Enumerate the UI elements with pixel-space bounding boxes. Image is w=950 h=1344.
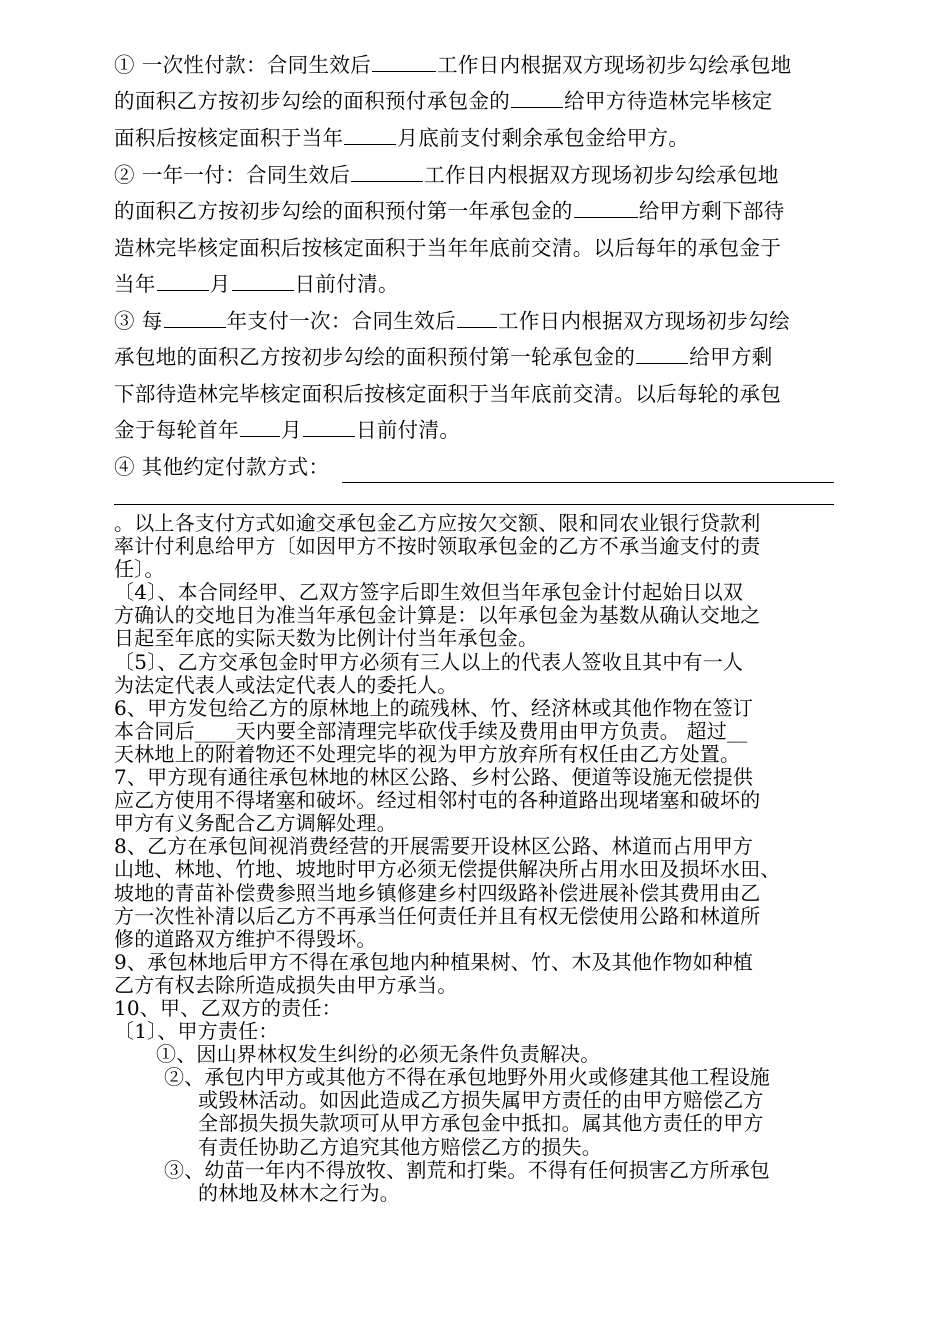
body-line: 天林地上的附着物还不处理完毕的视为甲方放弃所有权任由乙方处置。	[114, 741, 741, 766]
body-line: 〔4〕、本合同经甲、乙双方签字后即生效但当年承包金计付起始日以双	[114, 580, 744, 605]
body-line: 8、乙方在承包间视消费经营的开展需要开设林区公路、林道而占用甲方	[114, 834, 754, 859]
body-line: 任〕。	[114, 557, 165, 582]
text-segment: 工作日内根据双方现场初步勾绘承包地	[424, 163, 779, 187]
text-segment: 下部待造林完毕核定面积后按核定面积于当年底前交清。以后每轮的承包	[114, 381, 782, 406]
body-line: 修的道路双方维护不得毁坏。	[114, 926, 377, 951]
text-segment: ② 一年一付：合同生效后	[114, 163, 351, 187]
body-line: 山地、林地、竹地、坡地时甲方必须无偿提供解决所占用水田及损坏水田、	[114, 857, 781, 882]
contract-body	[114, 512, 844, 1205]
body-line: 率计付利息给甲方〔如因甲方不按时领取承包金的乙方不承当逾支付的责	[114, 534, 761, 559]
text-segment: 给甲方待造林完毕核定	[564, 89, 773, 114]
body-line: 全部损失损失款项可从甲方承包金中抵扣。属其他方责任的甲方	[198, 1111, 764, 1136]
text-segment: 的面积乙方按初步勾绘的面积预付承包金的	[114, 89, 511, 114]
option-line	[114, 266, 834, 302]
option-line	[114, 83, 834, 119]
option-line	[114, 230, 834, 266]
body-line: 方一次性补清以后乙方不再承当任何责任并且有权无偿使用公路和林道所	[114, 903, 761, 928]
text-segment: ④ 其他约定付款方式：	[114, 455, 330, 479]
fill-blank	[303, 415, 355, 437]
body-line: ①、因山界林权发生纠纷的必须无条件负责解决。	[156, 1042, 601, 1067]
body-line: ②、承包内甲方或其他方不得在承包地野外用火或修建其他工程设施	[164, 1065, 770, 1090]
body-line: 日起至年底的实际天数为比例计付当年承包金。	[114, 626, 539, 651]
text-segment: ① 一次性付款：合同生效后	[114, 53, 372, 77]
option-line	[114, 412, 834, 448]
fill-blank	[164, 306, 226, 328]
text-segment: 工作日内根据双方现场初步勾绘承包地	[437, 53, 792, 77]
body-line: 有责任协助乙方追究其他方赔偿乙方的损失。	[198, 1134, 602, 1159]
body-line: 本合同后____天内要全部清理完毕砍伐手续及费用由甲方负责。 超过__	[114, 718, 748, 743]
body-line: 方确认的交地日为准当年承包金计算是：以年承包金为基数从确认交地之	[114, 603, 761, 628]
fill-line	[114, 504, 834, 505]
body-line: 乙方有权去除所造成损失由甲方承当。	[114, 972, 458, 997]
fill-blank	[157, 269, 209, 291]
payment-option-1	[114, 47, 834, 156]
fill-blank	[574, 196, 638, 218]
fill-blank	[351, 160, 423, 182]
option-line	[114, 120, 834, 156]
text-segment: ③ 每	[114, 309, 163, 333]
fill-blank	[372, 50, 436, 72]
text-segment: 工作日内根据双方现场初步勾绘	[497, 309, 790, 333]
body-line: 10、甲、乙双方的责任：	[114, 995, 342, 1020]
body-line: 坡地的青苗补偿费参照当地乡镇修建乡村四级路补偿进展补偿其费用由乙	[114, 880, 761, 905]
text-segment: 金于每轮首年	[114, 417, 240, 442]
body-line: 为法定代表人或法定代表人的委托人。	[114, 672, 458, 697]
body-line: 甲方有义务配合乙方调解处理。	[114, 811, 397, 836]
text-segment: 面积后按核定面积于当年	[114, 125, 344, 150]
payment-option-4	[114, 449, 834, 485]
option-line	[114, 376, 834, 412]
body-line: 的林地及林木之行为。	[198, 1180, 400, 1205]
fill-blank	[344, 123, 396, 145]
body-line: 应乙方使用不得堵塞和破坏。经过相邻村屯的各种道路出现堵塞和破坏的	[114, 788, 761, 813]
body-line: 。以上各支付方式如逾交承包金乙方应按欠交额、限和同农业银行贷款利	[114, 511, 761, 535]
text-segment: 月	[209, 271, 231, 296]
text-segment: 承包地的面积乙方按初步勾绘的面积预付第一轮承包金的	[114, 345, 636, 370]
text-segment: 日前付清。	[294, 271, 399, 296]
text-segment: 造林完毕核定面积后按核定面积于当年年底前交清。以后每年的承包金于	[114, 235, 782, 260]
text-segment: 年支付一次：合同生效后	[226, 309, 456, 333]
fill-blank	[457, 306, 497, 328]
fill-blank	[240, 415, 280, 437]
text-segment: 月底前支付剩余承包金给甲方。	[397, 125, 690, 150]
body-line: ③、幼苗一年内不得放牧、割荒和打柴。不得有任何损害乙方所承包	[164, 1157, 770, 1182]
option-line	[114, 193, 834, 229]
payment-option-3	[114, 303, 834, 448]
text-segment: 的面积乙方按初步勾绘的面积预付第一年承包金的	[114, 199, 573, 224]
body-line: 9、承包林地后甲方不得在承包地内种植果树、竹、木及其他作物如种植	[114, 949, 754, 974]
text-segment: 月	[281, 417, 302, 442]
payment-option-2	[114, 157, 834, 302]
text-segment: 给甲方剩	[689, 345, 773, 370]
body-line: 7、甲方现有通往承包林地的林区公路、乡村公路、便道等设施无偿提供	[114, 765, 754, 790]
option-line	[114, 449, 834, 485]
option-line	[114, 303, 834, 339]
body-line: 6、甲方发包给乙方的原林地上的疏残林、竹、经济林或其他作物在签订	[114, 695, 754, 720]
option-line	[114, 47, 834, 83]
body-line: 〔1〕、甲方责任：	[114, 1019, 279, 1044]
body-line: 或毁林活动。如因此造成乙方损失属甲方责任的由甲方赔偿乙方	[198, 1088, 764, 1113]
text-segment: 当年	[114, 271, 156, 296]
body-line: 〔5〕、乙方交承包金时甲方必须有三人以上的代表人签收且其中有一人	[114, 649, 744, 674]
text-segment: 日前付清。	[355, 417, 461, 442]
option-line	[114, 157, 834, 193]
fill-blank	[636, 342, 688, 364]
option-line	[114, 339, 834, 375]
fill-line	[342, 482, 834, 483]
text-segment: 给甲方剩下部待	[638, 199, 785, 224]
fill-blank	[511, 86, 563, 108]
fill-blank	[232, 269, 294, 291]
